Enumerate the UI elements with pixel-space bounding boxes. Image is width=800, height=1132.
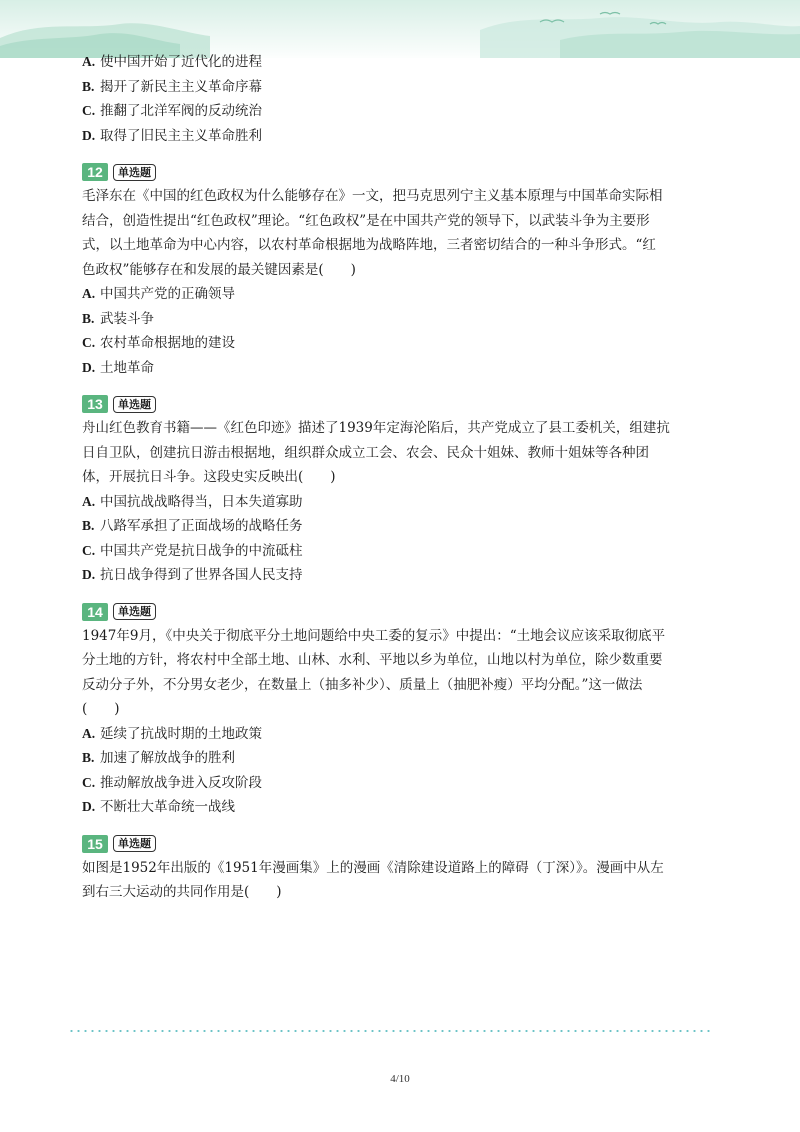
option-text: 推翻了北洋军阀的反动统治 [100,103,262,119]
option-text: 中国共产党是抗日战争的中流砥柱 [100,542,303,559]
q12-option-c[interactable] [82,331,702,356]
option-letter: B. [82,310,95,326]
q14-option-d[interactable] [82,795,702,820]
question-type-badge: 单选题 [113,164,156,181]
q14-option-c[interactable] [82,771,702,796]
page-content [82,50,702,905]
question-type-badge: 单选题 [113,396,156,413]
q13-option-c[interactable] [82,539,702,564]
option-letter: B. [82,518,95,533]
option-letter: D. [82,799,96,814]
stem-line: 分土地的方针，将农村中全部土地、山林、水利、平地以乡为单位，山地以村为单位，除少数重要 [82,652,663,668]
q11-options [82,50,702,148]
question-15 [82,834,702,905]
option-letter: D. [82,127,96,143]
stem-line: 反动分子外，不分男女老少，在数量上（抽多补少）、质量上（抽肥补瘦）平均分配。”这一做法 [82,676,643,693]
question-12 [82,162,702,380]
option-text: 土地革命 [100,359,154,376]
option-text: 抗日战争得到了世界各国人民支持 [100,567,303,583]
question-header [82,602,702,622]
stem-line: 式，以土地革命为中心内容，以农村革命根据地为战略阵地，三者密切结合的一种斗争形式。“红 [82,237,656,253]
option-letter: A. [82,725,96,741]
option-text: 取得了旧民主主义革命胜利 [100,127,262,144]
q11-option-d[interactable] [82,124,702,149]
option-letter: D. [82,567,96,582]
question-header [82,834,702,854]
question-type-badge: 单选题 [113,603,156,620]
question-stem [82,624,702,722]
stem-line: 到右三大运动的共同作用是( ) [82,884,282,900]
stem-line: 如图是1952年出版的《1951年漫画集》上的漫画《清除建设道路上的障碍（丁深）》。漫画中从左 [82,859,664,876]
stem-line: 体，开展抗日斗争。这段史实反映出( ) [82,469,336,485]
question-stem [82,416,702,490]
question-13 [82,394,702,588]
option-text: 揭开了新民主主义革命序幕 [100,78,262,95]
stem-line: ( ) [82,701,120,717]
option-letter: C. [82,335,96,350]
option-letter: C. [82,542,96,558]
option-text: 中国抗战战略得当，日本失道寡助 [100,493,303,510]
q12-option-b[interactable] [82,307,702,332]
option-text: 中国共产党的正确领导 [100,286,235,302]
option-text: 八路军承担了正面战场的战略任务 [100,518,303,534]
q11-option-b[interactable] [82,75,702,100]
option-letter: B. [82,750,95,765]
option-text: 加速了解放战争的胜利 [100,750,235,766]
option-letter: C. [82,774,96,790]
question-stem [82,856,702,905]
question-stem [82,184,702,282]
q13-option-a[interactable] [82,490,702,515]
option-letter: A. [82,286,96,301]
stem-line: 色政权”能够存在和发展的最关键因素是( ) [82,261,356,278]
option-text: 使中国开始了近代化的进程 [100,54,262,70]
option-letter: C. [82,103,96,118]
q12-option-a[interactable] [82,282,702,307]
stem-line: 结合，创造性提出“红色政权”理论。“红色政权”是在中国共产党的领导下，以武装斗争为主要形 [82,212,650,229]
q11-option-c[interactable] [82,99,702,124]
option-text: 不断壮大革命统一战线 [100,799,235,815]
stem-line: 舟山红色教育书籍——《红色印迹》描述了1939年定海沦陷后，共产党成立了县工委机关，组建抗 [82,420,670,436]
option-text: 武装斗争 [100,310,154,327]
q14-option-a[interactable] [82,722,702,747]
q13-option-b[interactable] [82,514,702,539]
question-number: 15 [82,835,108,853]
option-letter: D. [82,359,96,375]
q13-option-d[interactable] [82,563,702,588]
option-letter: B. [82,78,95,94]
question-header [82,394,702,414]
question-number: 14 [82,603,108,621]
question-type-badge: 单选题 [113,835,156,852]
page-number: 4/10 [390,1073,410,1085]
q14-option-b[interactable] [82,746,702,771]
question-number: 12 [82,163,108,181]
stem-line: 日自卫队，创建抗日游击根据地，组织群众成立工会、农会、民众十姐妹、教师十姐妹等各种团 [82,444,649,461]
option-letter: A. [82,54,96,69]
footer-divider [68,1030,712,1032]
option-text: 农村革命根据地的建设 [100,335,235,351]
stem-line: 1947年9月，《中央关于彻底平分土地问题给中央工委的复示》中提出：“土地会议应该采取彻底平 [82,627,666,644]
question-number: 13 [82,395,108,413]
option-text: 延续了抗战时期的土地政策 [100,725,262,742]
option-letter: A. [82,493,96,509]
option-text: 推动解放战争进入反攻阶段 [100,774,262,791]
question-header [82,162,702,182]
q12-option-d[interactable] [82,356,702,381]
stem-line: 毛泽东在《中国的红色政权为什么能够存在》一文，把马克思列宁主义基本原理与中国革命实际相 [82,188,663,204]
question-14 [82,602,702,820]
q11-option-a[interactable] [82,50,702,75]
